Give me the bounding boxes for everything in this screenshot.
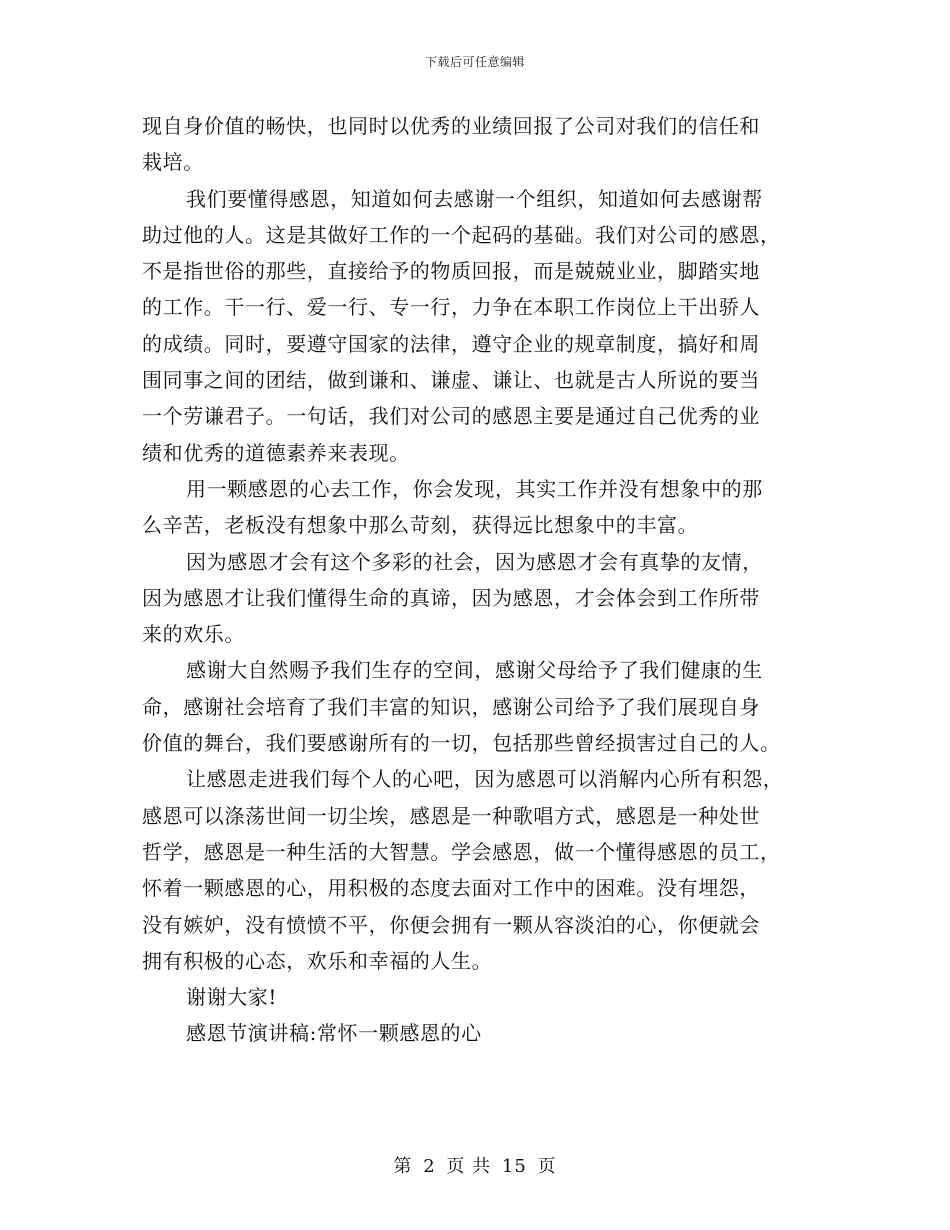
current-page-number: 2 (423, 1156, 436, 1177)
text-line: 的工作。干一行、爱一行、专一行，力争在本职工作岗位上干出骄人 (142, 295, 760, 320)
page-footer (0, 1152, 950, 1178)
text-line: 我们要懂得感恩，知道如何去感谢一个组织，知道如何去感谢帮 (186, 186, 763, 211)
text-line: 怀着一颗感恩的心，用积极的态度去面对工作中的困难。没有埋怨， (142, 876, 760, 901)
text-line: 命，感谢社会培育了我们丰富的知识，感谢公司给予了我们展现自身 (142, 694, 760, 719)
text-line: 绩和优秀的道德素养来表现。 (142, 440, 410, 465)
text-line: 因为感恩才让我们懂得生命的真谛，因为感恩，才会体会到工作所带 (142, 585, 760, 610)
page-header: 下载后可任意编辑 (424, 55, 525, 69)
text-line: 价值的舞台，我们要感谢所有的一切，包括那些曾经损害过自己的人。 (142, 731, 781, 756)
text-line: 来的欢乐。 (142, 622, 245, 647)
text-line: 感谢大自然赐予我们生存的空间，感谢父母给予了我们健康的生 (186, 658, 763, 683)
text-line: 哲学，感恩是一种生活的大智慧。学会感恩，做一个懂得感恩的员工， (142, 839, 781, 864)
document-body (142, 108, 812, 1052)
text-line: 围同事之间的团结，做到谦和、谦虚、谦让、也就是古人所说的要当 (142, 368, 760, 393)
text-line: 栽培。 (142, 150, 204, 175)
text-line: 的成绩。同时，要遵守国家的法律，遵守企业的规章制度，搞好和周 (142, 331, 760, 356)
text-line: 拥有积极的心态，欢乐和幸福的人生。 (142, 948, 493, 973)
text-line: 用一颗感恩的心去工作，你会发现，其实工作并没有想象中的那 (186, 476, 763, 501)
text-line: 一个劳谦君子。一句话，我们对公司的感恩主要是通过自己优秀的业 (142, 404, 760, 429)
text-line: 让感恩走进我们每个人的心吧，因为感恩可以消解内心所有积怨， (186, 767, 784, 792)
footer-suffix: 页 (537, 1156, 557, 1177)
text-line: 因为感恩才会有这个多彩的社会，因为感恩才会有真挚的友情， (186, 549, 763, 574)
text-line: 没有嫉妒，没有愤愤不平，你便会拥有一颗从容淡泊的心，你便就会 (142, 912, 760, 937)
text-line: 么辛苦，老板没有想象中那么苛刻，获得远比想象中的丰富。 (142, 513, 699, 538)
text-line: 助过他的人。这是其做好工作的一个起码的基础。我们对公司的感恩， (142, 222, 781, 247)
total-page-count: 15 (501, 1156, 527, 1177)
text-line: 感恩可以涤荡世间一切尘埃，感恩是一种歌唱方式，感恩是一种处世 (142, 803, 760, 828)
text-line: 不是指世俗的那些，直接给予的物质回报，而是兢兢业业，脚踏实地 (142, 259, 760, 284)
closing-line: 谢谢大家! (186, 985, 278, 1010)
text-line: 现自身价值的畅快，也同时以优秀的业绩回报了公司对我们的信任和 (142, 114, 760, 138)
footer-prefix: 第 (393, 1156, 413, 1177)
next-title-line: 感恩节演讲稿:常怀一颗感恩的心 (186, 1021, 482, 1046)
footer-middle: 页 共 (446, 1156, 492, 1177)
